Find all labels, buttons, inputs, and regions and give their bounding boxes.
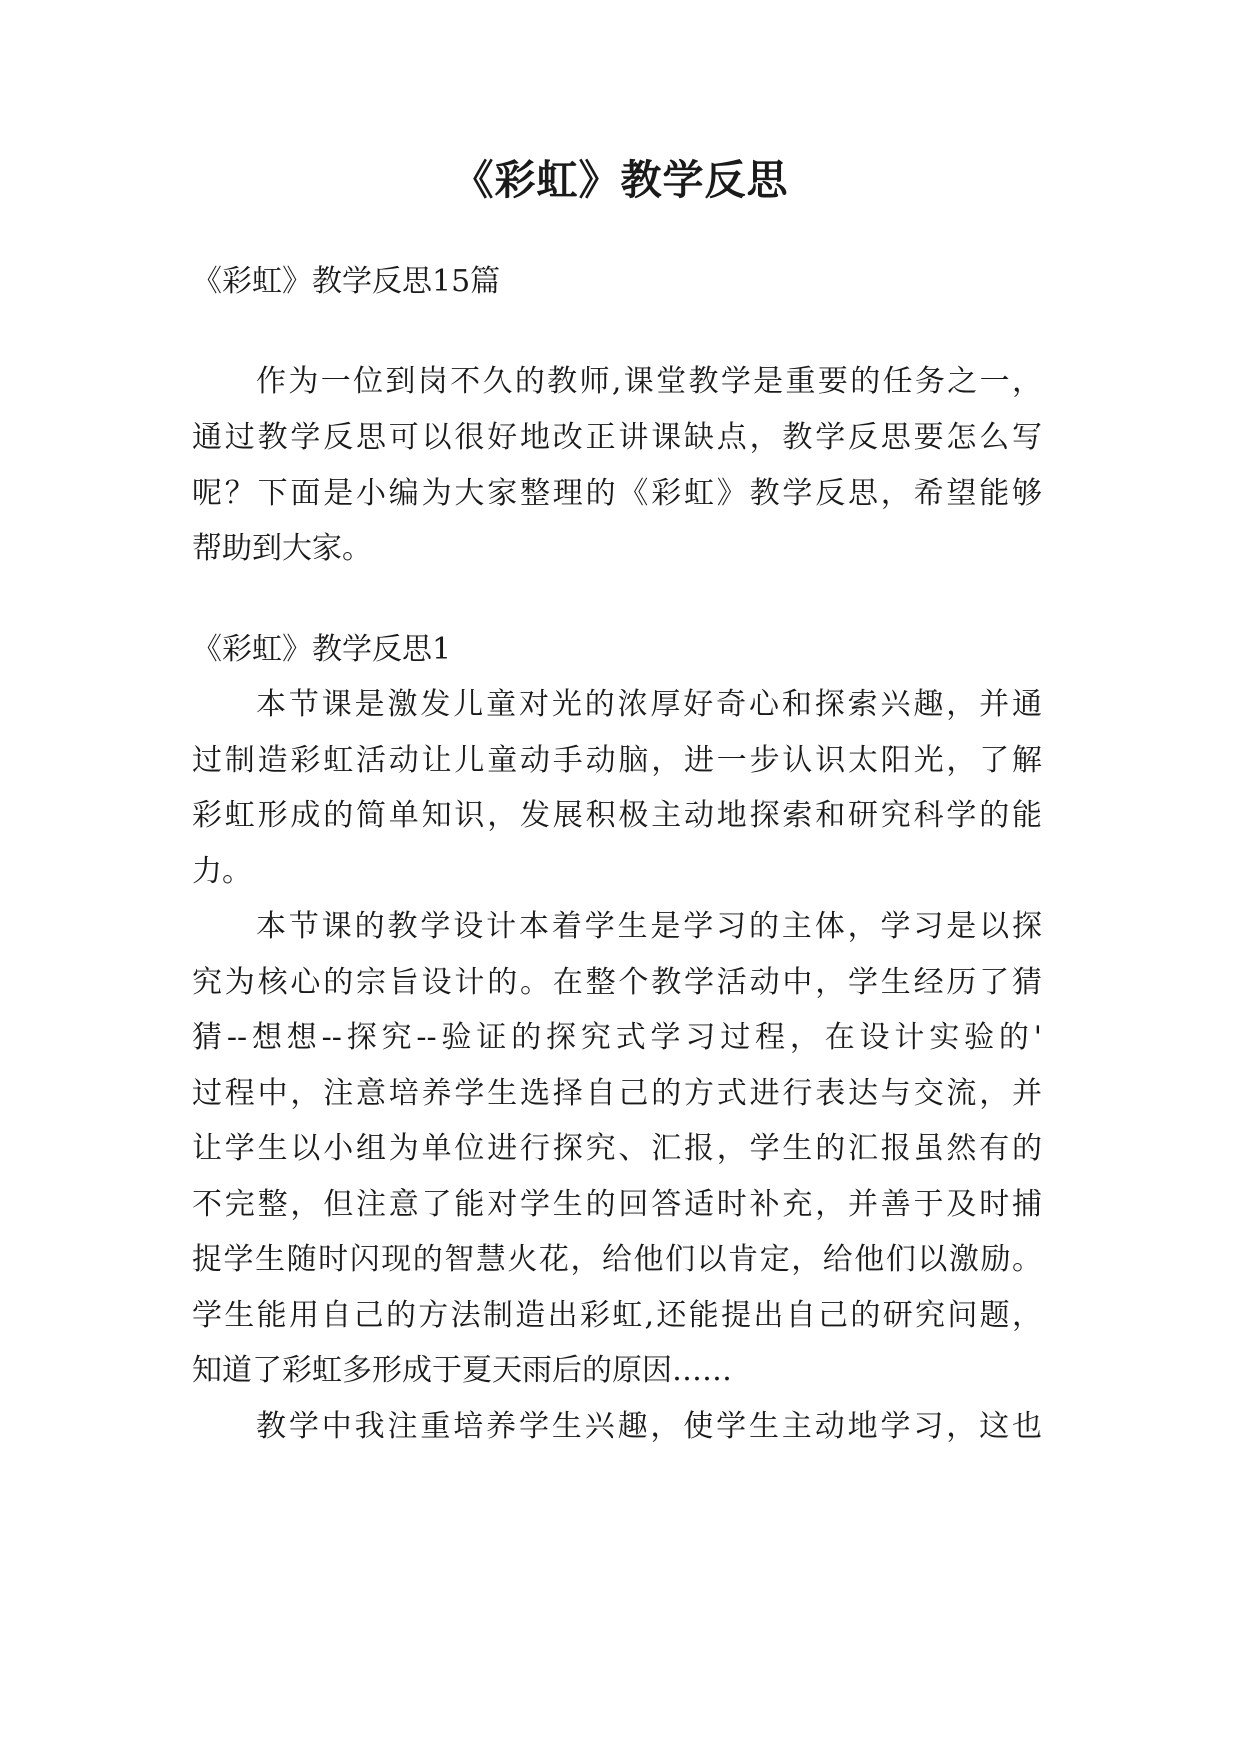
- section1-p1-line-4: 力。: [192, 854, 252, 889]
- section-heading-1: 《彩虹》教学反思1: [192, 632, 452, 667]
- section1-p1-line-3: 彩虹形成的简单知识，发展积极主动地探索和研究科学的能: [192, 798, 1042, 833]
- document-title: 《彩虹》教学反思: [452, 156, 789, 204]
- section1-p2-line-1: 本节课的教学设计本着学生是学习的主体，学习是以探: [256, 909, 1042, 944]
- section1-p2-line-2: 究为核心的宗旨设计的。在整个教学活动中，学生经历了猜: [192, 965, 1042, 1000]
- section1-p2-line-4: 过程中，注意培养学生选择自己的方式进行表达与交流，并: [192, 1076, 1042, 1111]
- section1-p2-line-9: 知道了彩虹多形成于夏天雨后的原因……: [192, 1353, 732, 1388]
- section1-p3-line-1: 教学中我注重培养学生兴趣，使学生主动地学习，这也: [256, 1409, 1042, 1444]
- intro-line-3: 呢？下面是小编为大家整理的《彩虹》教学反思，希望能够: [192, 476, 1042, 511]
- intro-line-4: 帮助到大家。: [192, 531, 372, 566]
- section1-p2-line-3: 猜--想想--探究--验证的探究式学习过程，在设计实验的': [192, 1020, 1042, 1055]
- section1-p1-line-2: 过制造彩虹活动让儿童动手动脑，进一步认识太阳光，了解: [192, 743, 1042, 778]
- intro-line-2: 通过教学反思可以很好地改正讲课缺点，教学反思要怎么写: [192, 420, 1042, 455]
- document-subtitle: 《彩虹》教学反思15篇: [192, 264, 501, 299]
- section1-p1-line-1: 本节课是激发儿童对光的浓厚好奇心和探索兴趣，并通: [256, 687, 1042, 722]
- section1-p2-line-8: 学生能用自己的方法制造出彩虹,还能提出自己的研究问题，: [192, 1298, 1042, 1333]
- section1-p2-line-7: 捉学生随时闪现的智慧火花，给他们以肯定，给他们以激励。: [192, 1242, 1042, 1277]
- intro-line-1: 作为一位到岗不久的教师,课堂教学是重要的任务之一，: [256, 364, 1042, 399]
- section1-p2-line-6: 不完整，但注意了能对学生的回答适时补充，并善于及时捕: [192, 1187, 1042, 1222]
- section1-p2-line-5: 让学生以小组为单位进行探究、汇报，学生的汇报虽然有的: [192, 1131, 1042, 1166]
